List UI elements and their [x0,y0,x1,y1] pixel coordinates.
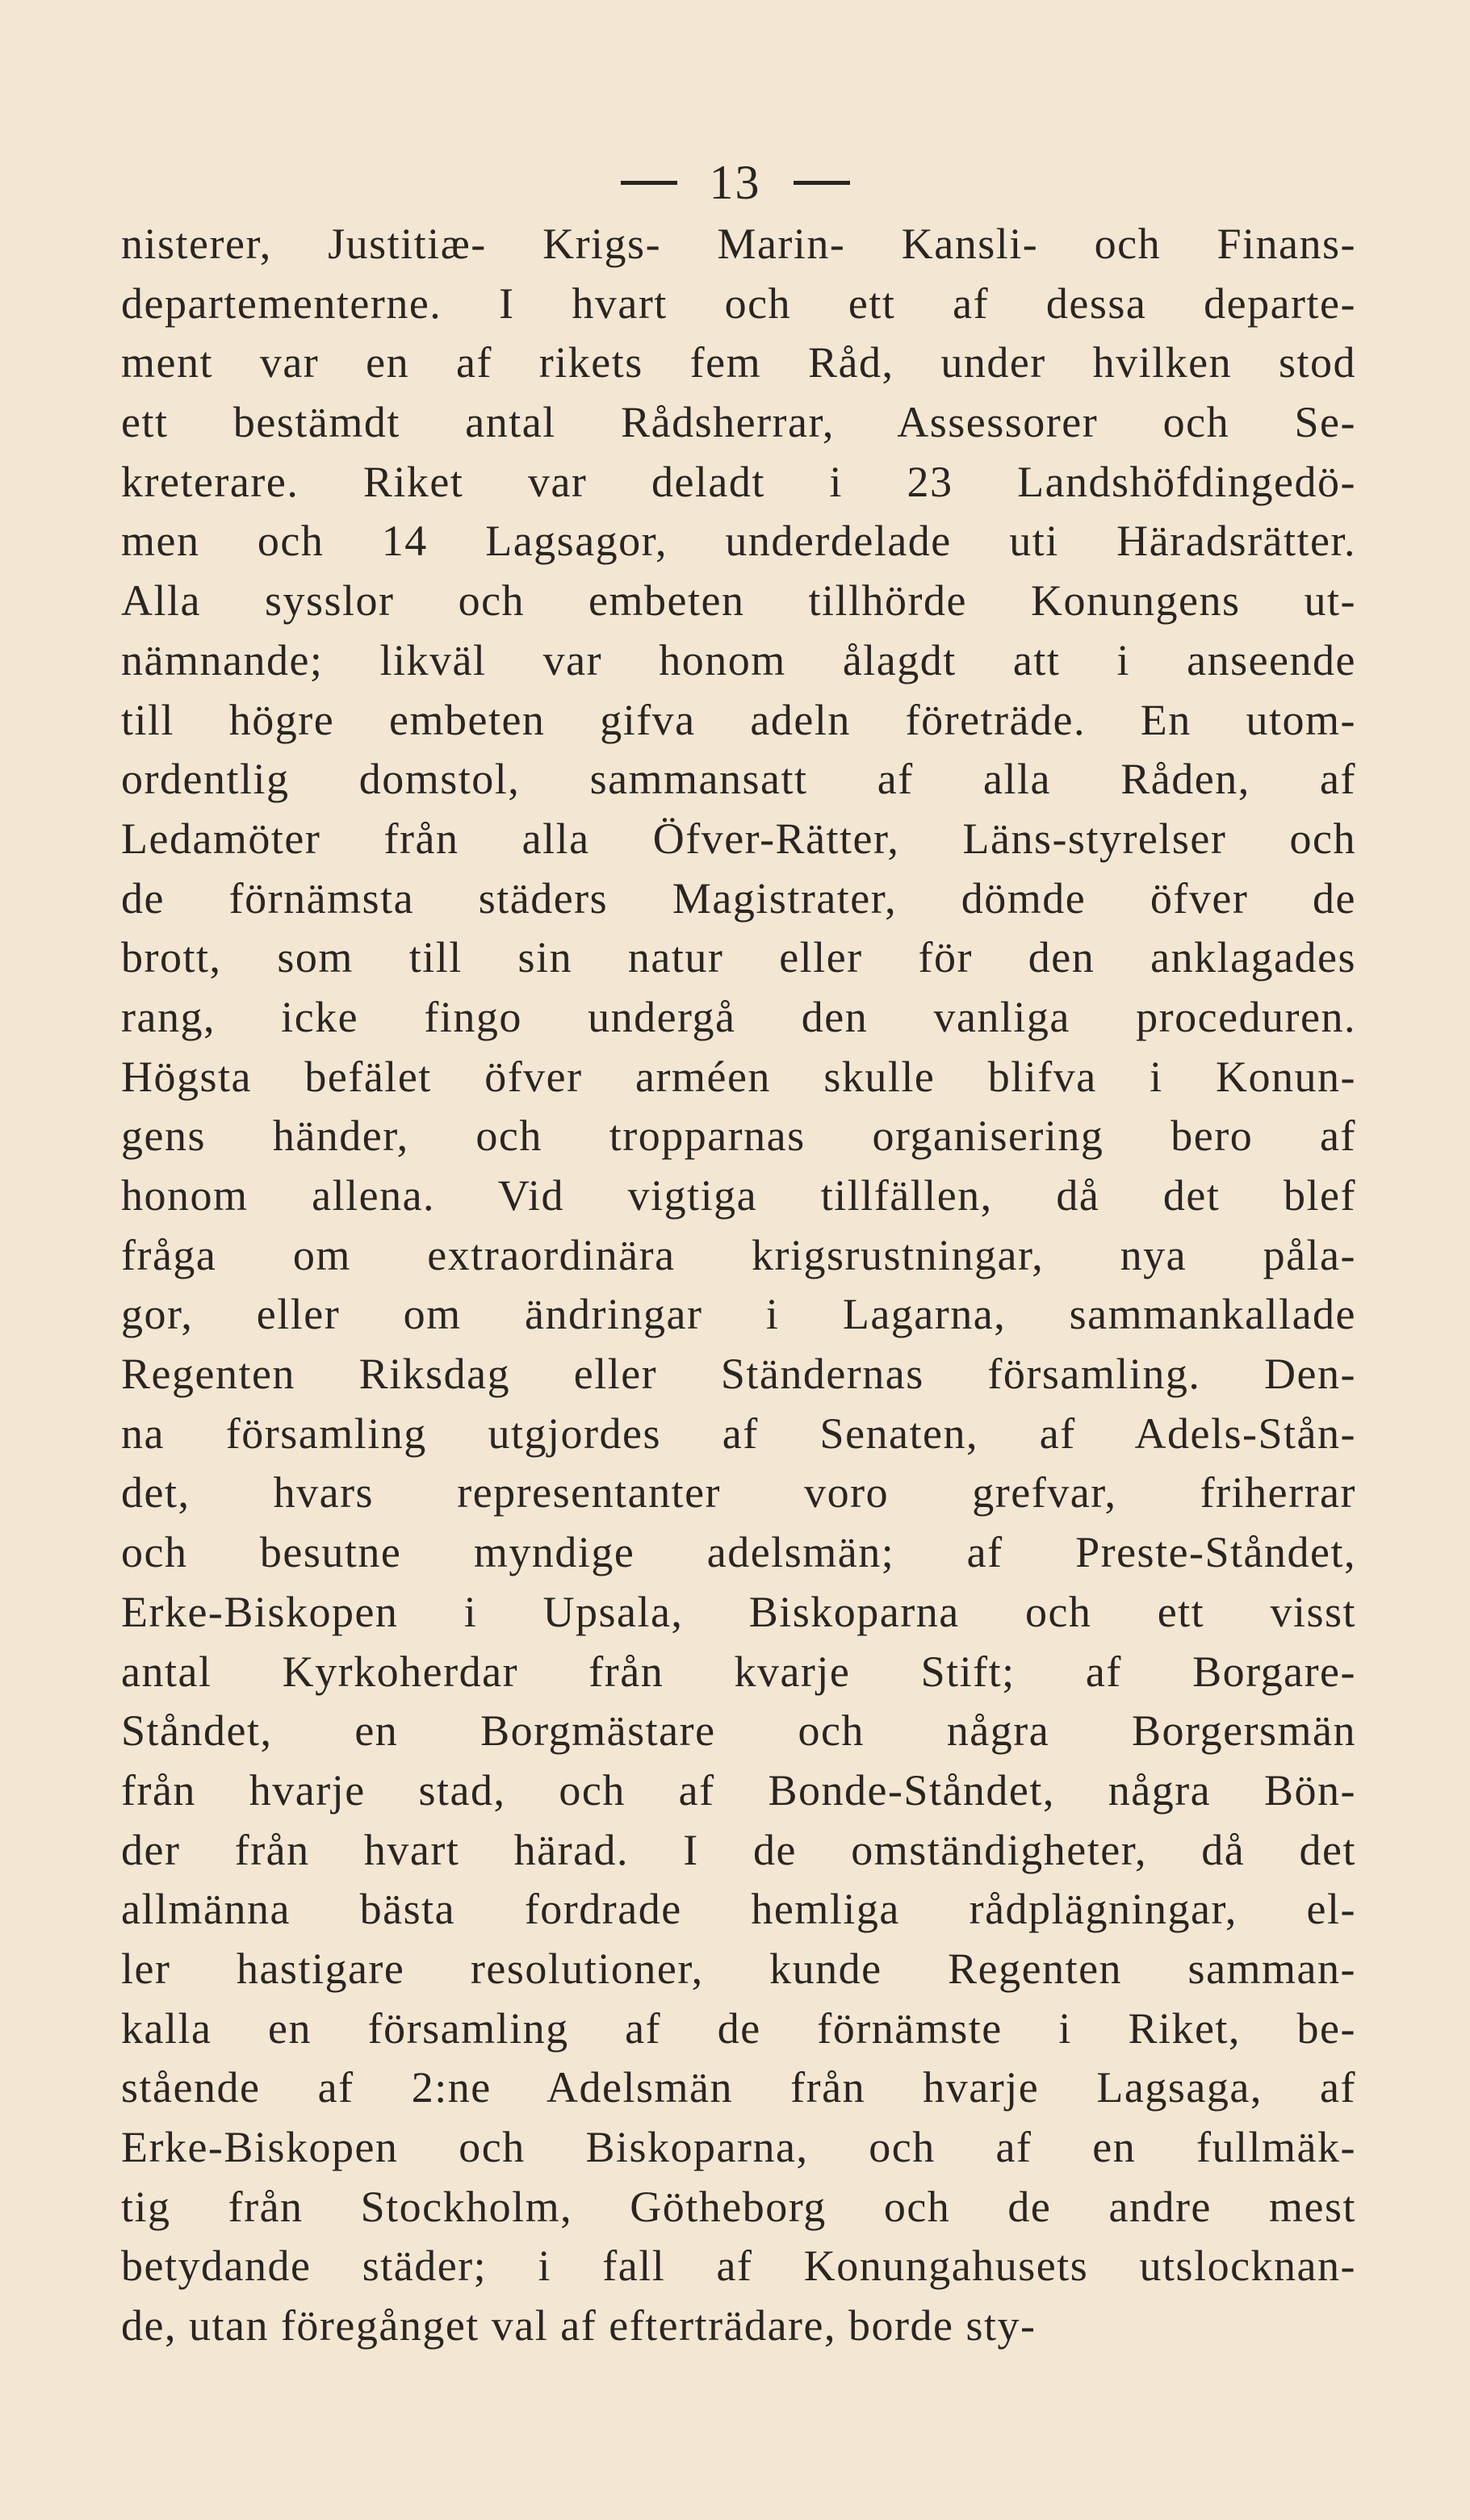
text-line: Ledamöter från alla Öfver-Rätter, Läns-styrelser och [121,814,1356,863]
left-rule [621,181,677,185]
text-line: Alla sysslor och embeten tillhörde Konungens ut- [121,576,1356,626]
text-line: de, utan föregånget val af efterträdare, borde sty- [121,2301,1037,2350]
text-line: rang, icke fingo undergå den vanliga proceduren. [121,992,1356,1041]
text-line: kreterare. Riket var deladt i 23 Landshöfdingedö- [121,457,1356,506]
text-line: gor, eller om ändringar i Lagarna, sammankallade [121,1290,1356,1339]
text-line: Erke-Biskopen i Upsala, Biskoparna och ett visst [121,1587,1356,1636]
text-line: de förnämsta städers Magistrater, dömde öfver de [121,873,1356,923]
text-line: men och 14 Lagsagor, underdelade uti Häradsrätter. [121,517,1356,566]
page-number: 13 [709,156,761,210]
text-line: ment var en af rikets fem Råd, under hvilken stod [121,338,1356,387]
text-line: antal Kyrkoherdar från kvarje Stift; af Borgare- [121,1647,1356,1696]
text-line: Högsta befälet öfver arméen skulle blifva i Konun- [121,1052,1356,1101]
text-line: Erke-Biskopen och Biskoparna, och af en fullmäk- [121,2123,1356,2171]
text-line: tig från Stockholm, Götheborg och de andre mest [121,2182,1356,2231]
text-line: Regenten Riksdag eller Ständernas församling. Den- [121,1350,1356,1399]
text-line: na församling utgjordes af Senaten, af Adels-Stån- [121,1409,1356,1458]
text-line: kalla en församling af de förnämste i Riket, be- [121,2003,1356,2053]
text-line: ler hastigare resolutioner, kunde Regenten samman- [121,1944,1356,1993]
text-line: ett bestämdt antal Rådsherrar, Assessorer och Se- [121,398,1356,447]
text-line: honom allena. Vid vigtiga tillfällen, då det blef [121,1171,1356,1220]
text-line: departementerne. I hvart och ett af dessa departe- [121,278,1356,328]
body-text [121,215,1356,2356]
text-line: stående af 2:ne Adelsmän från hvarje Lagsaga, af [121,2063,1356,2112]
text-line: gens händer, och tropparnas organisering bero af [121,1111,1356,1161]
text-line: till högre embeten gifva adeln företräde. En utom- [121,695,1356,744]
text-line: nämnande; likväl var honom ålagdt att i anseende [121,635,1356,684]
text-line: allmänna bästa fordrade hemliga rådplägningar, el- [121,1885,1356,1934]
text-line: och besutne myndige adelsmän; af Preste-Ståndet, [121,1528,1356,1577]
text-line: betydande städer; i fall af Konungahusets utslocknan- [121,2242,1356,2291]
right-rule [794,181,850,185]
text-line: från hvarje stad, och af Bonde-Ståndet, några Bön- [121,1765,1356,1815]
text-line: brott, som till sin natur eller för den anklagades [121,933,1356,982]
page-header [0,145,1470,215]
text-line: Ståndet, en Borgmästare och några Borgersmän [121,1706,1356,1756]
text-line: det, hvars representanter voro grefvar, friherrar [121,1468,1356,1517]
text-line: fråga om extraordinära krigsrustningar, nya påla- [121,1230,1356,1279]
text-line: ordentlig domstol, sammansatt af alla Råden, af [121,755,1356,804]
text-line: der från hvart härad. I de omständigheter, då det [121,1825,1356,1874]
text-line: nisterer, Justitiæ- Krigs- Marin- Kansli- och Finans- [121,220,1356,268]
